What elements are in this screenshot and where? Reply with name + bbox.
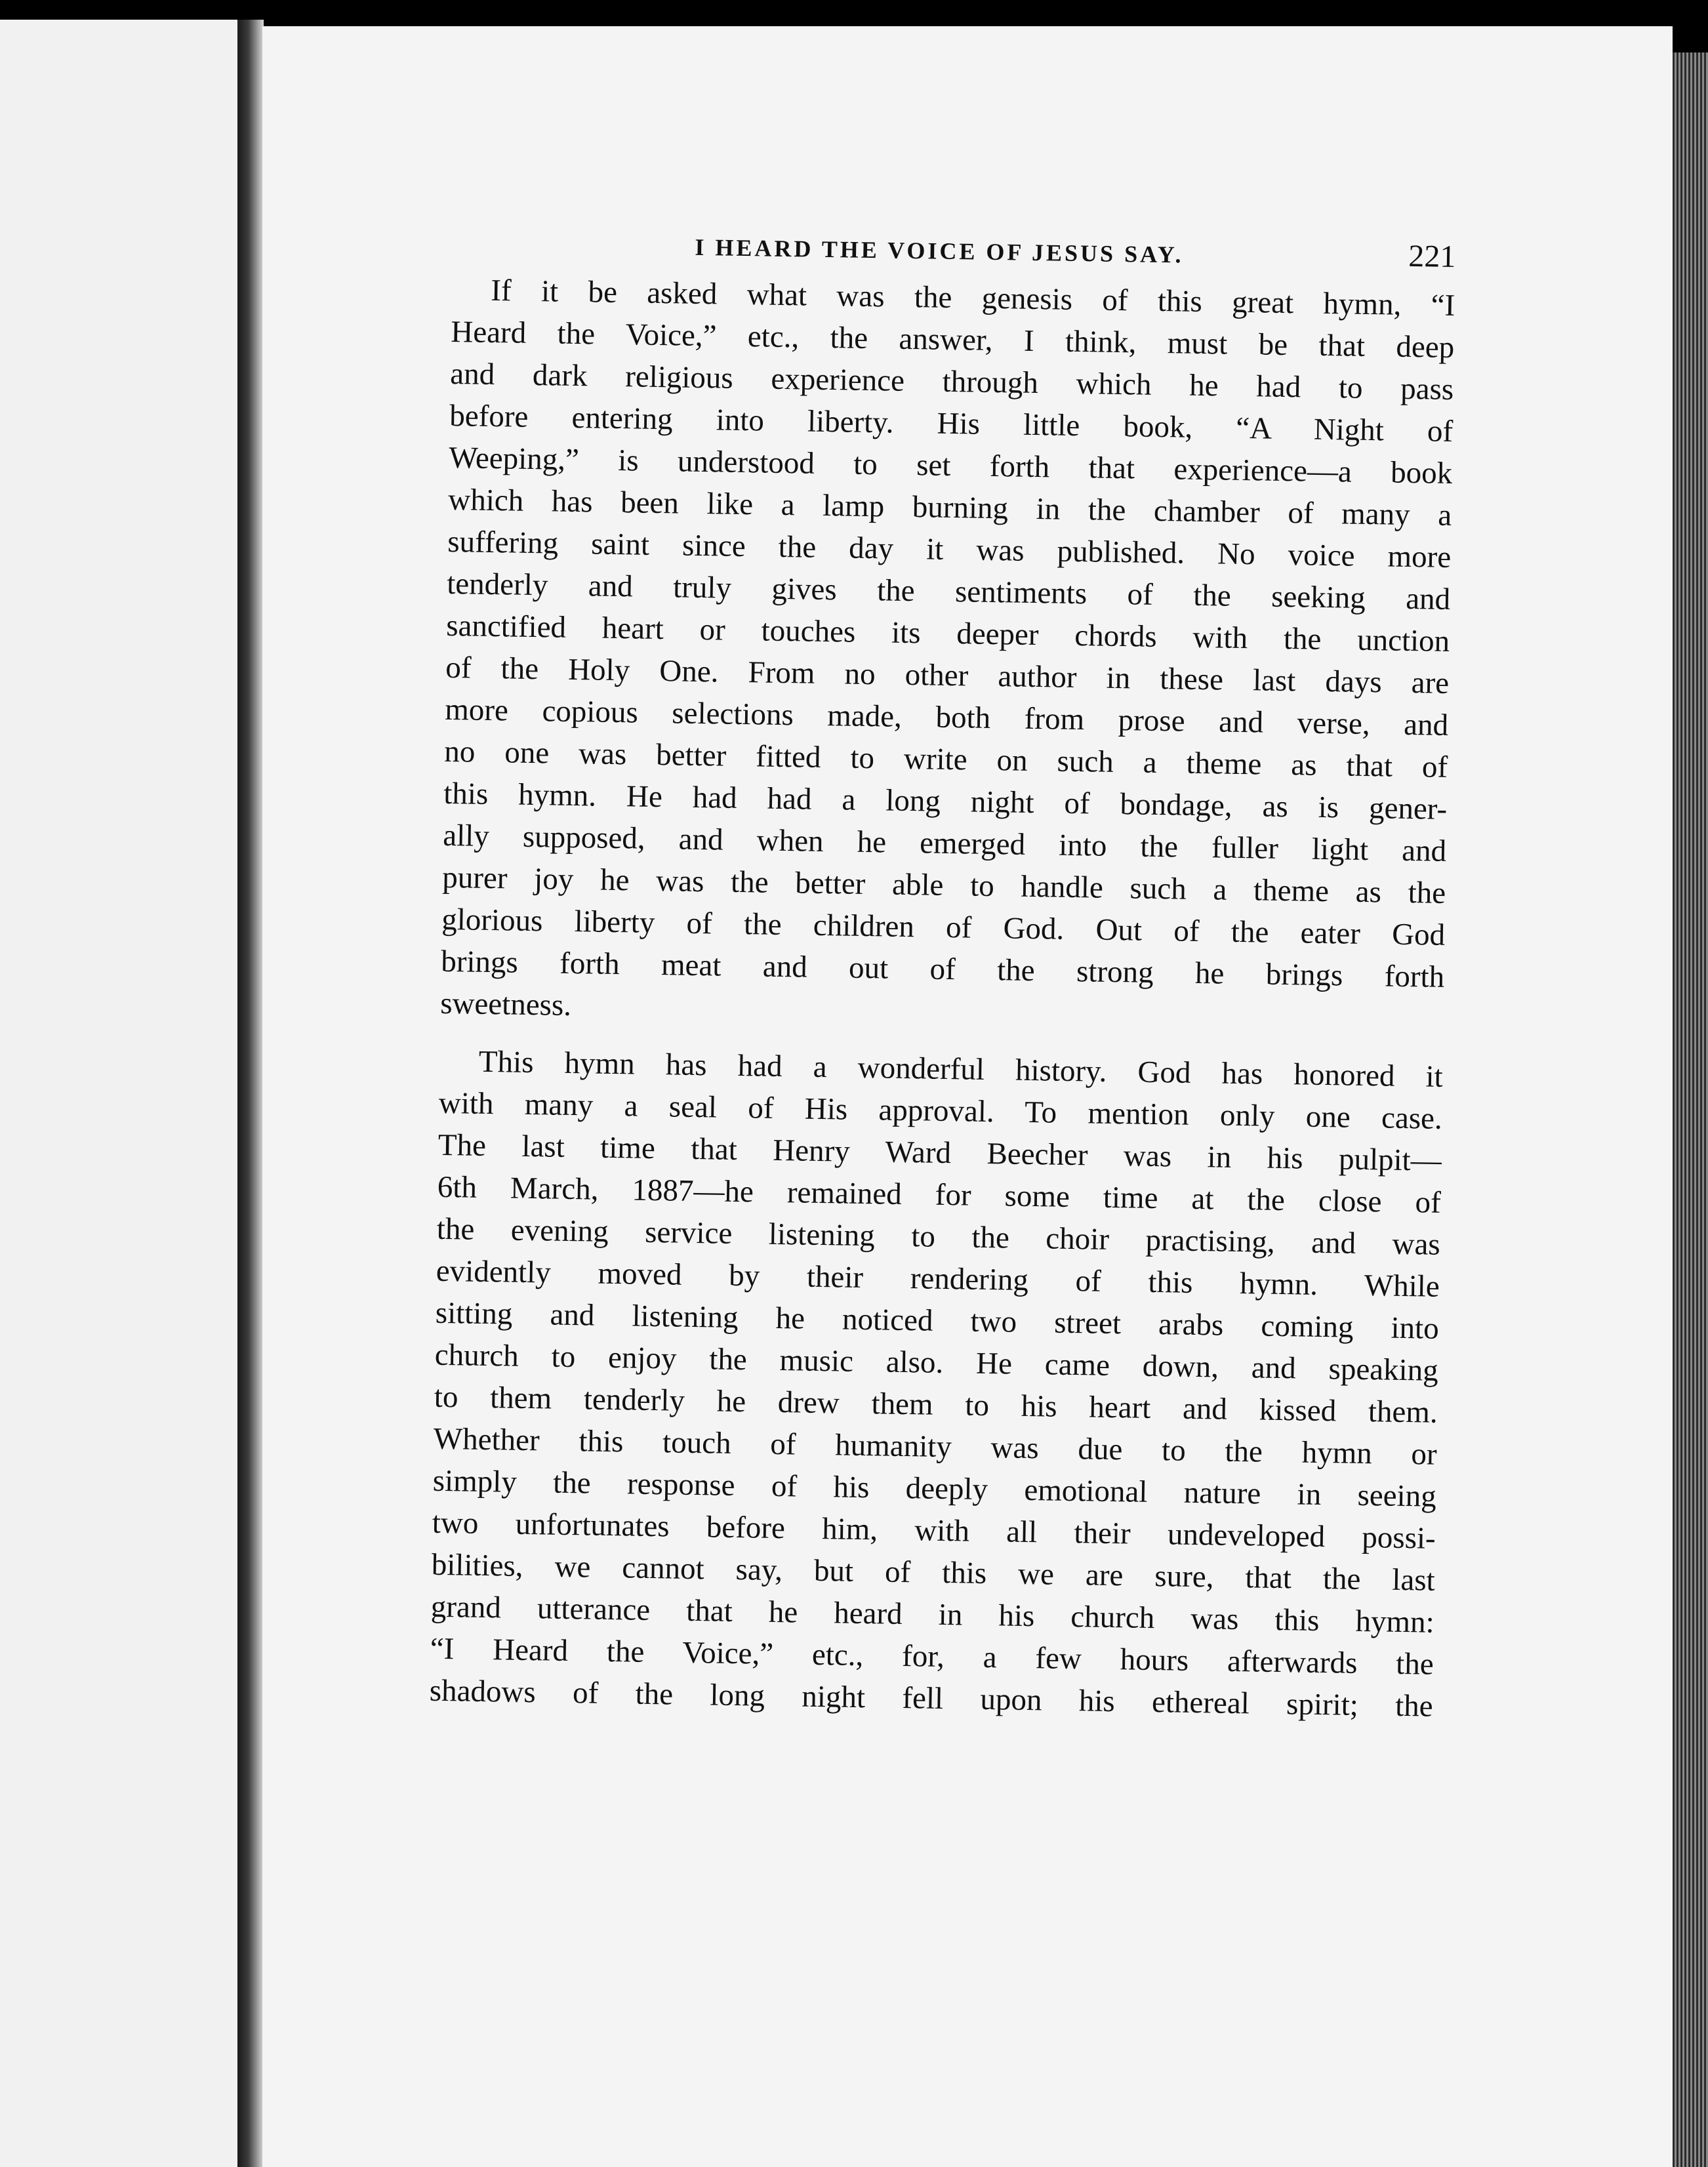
text-line: tenderly and truly gives the sentiments of the seeking and [446, 566, 1451, 617]
text-line: The last time that Henry Ward Beecher was in his pulpit— [437, 1127, 1442, 1178]
book-gutter [237, 20, 264, 2167]
text-line: Heard the Voice,” etc., the answer, I think, must be that deep [450, 314, 1455, 365]
text-line: to them tenderly he drew them to his heart and kissed them. [434, 1379, 1438, 1430]
running-title: I HEARD THE VOICE OF JESUS SAY. [695, 233, 1184, 268]
text-line: simply the response of his deeply emotional nature in seeing [432, 1463, 1437, 1514]
text-line: 6th March, 1887—he remained for some time at the close of [437, 1169, 1442, 1220]
text-line: no one was better fitted to write on such a theme as that of [443, 734, 1448, 784]
text-line: bilities, we cannot say, but of this we are sure, that the last [431, 1547, 1436, 1598]
page-edges [1673, 52, 1708, 2167]
text-line: sitting and listening he noticed two street arabs coming into [435, 1295, 1440, 1346]
text-line: the evening service listening to the choir practising, and was [436, 1211, 1441, 1262]
text-line: If it be asked what was the genesis of this great hymn, “I [490, 273, 1455, 323]
page-number: 221 [1408, 238, 1456, 275]
text-line: and dark religious experience through which he had to pass [449, 356, 1454, 407]
left-page-blank [0, 20, 237, 2167]
text-line: evidently moved by their rendering of this hymn. While [436, 1253, 1440, 1304]
text-line: more copious selections made, both from prose and verse, and [444, 692, 1449, 742]
text-line: which has been like a lamp burning in the chamber of many a [447, 482, 1452, 533]
text-line: Whether this touch of humanity was due to the hymn or [433, 1421, 1438, 1472]
text-line: glorious liberty of the children of God. Out of the eater God [441, 902, 1446, 952]
text-line: sanctified heart or touches its deeper chords with the unction [445, 608, 1450, 658]
text-line: ally supposed, and when he emerged into the fuller light and [442, 818, 1447, 868]
text-line: two unfortunates before him, with all their undeveloped possi- [432, 1505, 1436, 1556]
text-line: shadows of the long night fell upon his ethereal spirit; the [429, 1673, 1434, 1724]
text-line: of the Holy One. From no other author in these last days are [445, 650, 1450, 700]
text-line: this hymn. He had had a long night of bondage, as is gener- [443, 776, 1448, 826]
page-content [426, 223, 1456, 1944]
text-line: This hymn has had a wonderful history. God has honored it [478, 1044, 1444, 1094]
text-line: “I Heard the Voice,” etc., for, a few hours afterwards the [430, 1631, 1434, 1682]
text-line: church to enjoy the music also. He came down, and speaking [434, 1337, 1439, 1388]
text-line: with many a seal of His approval. To mention only one case. [438, 1085, 1443, 1136]
paragraph-genesis [440, 269, 1455, 1040]
text-line: sweetness. [439, 986, 572, 1023]
text-line: brings forth meat and out of the strong he brings forth [440, 944, 1445, 994]
text-line: grand utterance that he heard in his church was this hymn: [430, 1589, 1435, 1640]
paragraph-history [429, 1040, 1443, 1728]
text-line: suffering saint since the day it was published. No voice more [447, 524, 1452, 575]
text-line: purer joy he was the better able to handle such a theme as the [441, 860, 1446, 910]
text-line: Weeping,” is understood to set forth that experience—a book [448, 440, 1453, 491]
text-line: before entering into liberty. His little book, “A Night of [449, 398, 1454, 449]
